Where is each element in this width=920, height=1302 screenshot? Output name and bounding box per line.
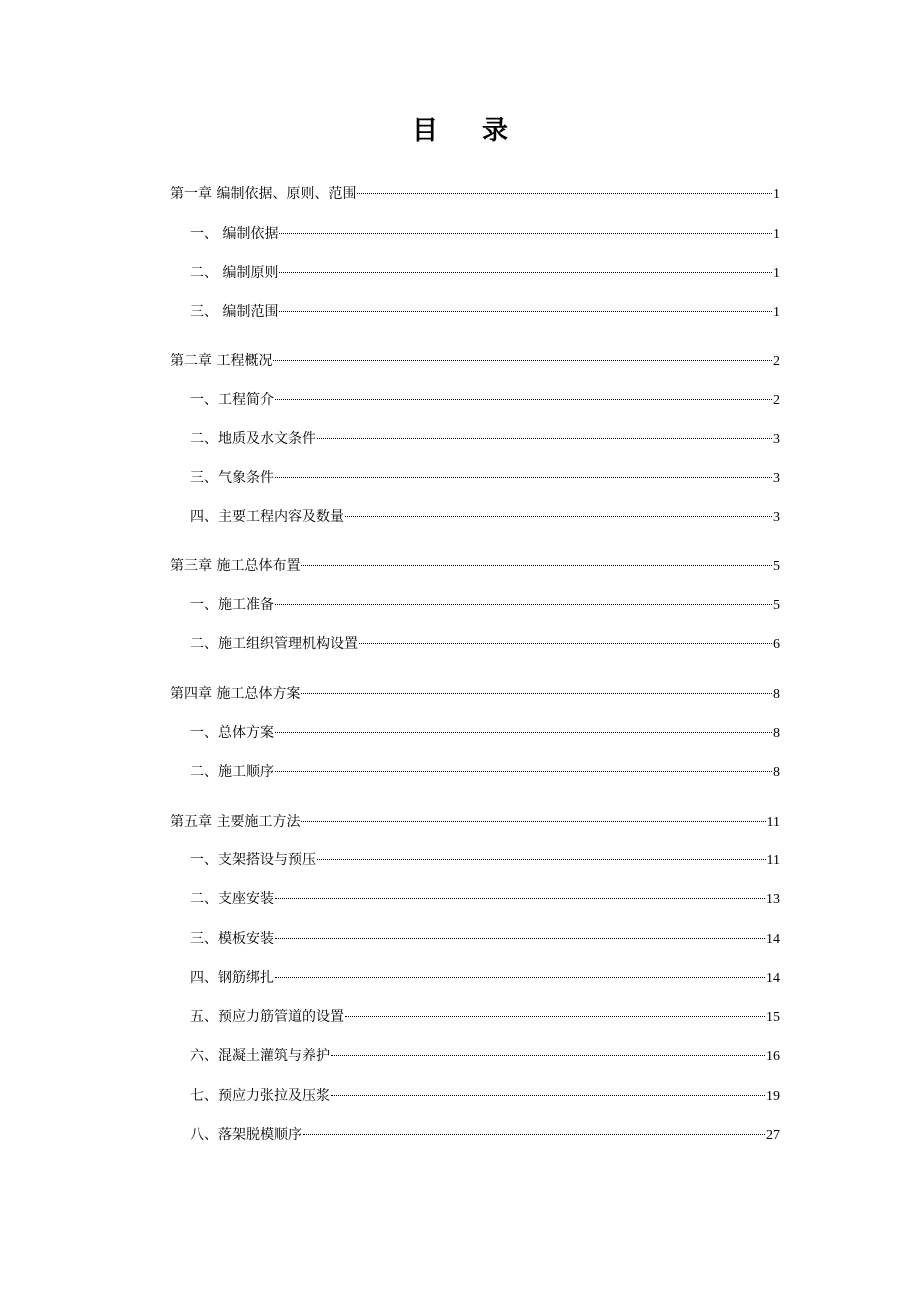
- toc-title-char-2: 录: [482, 116, 509, 146]
- toc-entry-section[interactable]: [190, 1046, 780, 1067]
- toc-page-number: 5: [773, 598, 780, 613]
- toc-page-number: 2: [773, 354, 780, 369]
- toc-page-number: 13: [766, 892, 780, 907]
- toc-entry-label: 二、施工组织管理机构设置: [190, 636, 358, 652]
- toc-page-number: 14: [766, 932, 780, 947]
- toc-page-number: 8: [773, 687, 780, 702]
- toc-page-number: 1: [773, 266, 780, 281]
- toc-entry-section[interactable]: [190, 507, 780, 528]
- toc-leader-dots: [275, 771, 772, 772]
- toc-entry-section[interactable]: [190, 263, 780, 284]
- toc-entry-label: 七、预应力张拉及压浆: [190, 1088, 330, 1104]
- toc-leader-dots: [301, 693, 772, 694]
- toc-entry-label: 三、模板安装: [190, 931, 274, 947]
- toc-page-number: 11: [766, 853, 780, 868]
- toc-entry-chapter-3[interactable]: [170, 556, 780, 577]
- toc-page-number: 15: [766, 1010, 780, 1025]
- toc-entry-label: 一、支架搭设与预压: [190, 852, 316, 868]
- toc-leader-dots: [317, 859, 766, 860]
- toc-entry-label: 第二章 工程概况: [170, 353, 273, 369]
- toc-entry-label: 二、施工顺序: [190, 764, 274, 780]
- toc-leader-dots: [279, 272, 772, 273]
- toc-page-number: 27: [766, 1128, 780, 1143]
- toc-leader-dots: [301, 565, 772, 566]
- toc-leader-dots: [275, 732, 772, 733]
- toc-leader-dots: [275, 938, 765, 939]
- toc-entry-section[interactable]: [190, 634, 780, 655]
- toc-entry-label: 第四章 施工总体方案: [170, 686, 301, 702]
- toc-entry-label: 一、工程简介: [190, 392, 274, 408]
- toc-entry-chapter-1[interactable]: [170, 184, 780, 205]
- toc-entry-section[interactable]: [190, 390, 780, 411]
- toc-entry-label: 一、 编制依据: [190, 226, 279, 242]
- toc-leader-dots: [345, 1016, 765, 1017]
- toc-entry-section[interactable]: [190, 1086, 780, 1107]
- toc-entry-label: 第三章 施工总体布置: [170, 558, 301, 574]
- toc-page-number: 19: [766, 1089, 780, 1104]
- toc-entry-label: 六、混凝土灌筑与养护: [190, 1048, 330, 1064]
- toc-page-number: 11: [766, 815, 780, 830]
- toc-page-number: 8: [773, 765, 780, 780]
- toc-entry-label: 三、 编制范围: [190, 304, 279, 320]
- toc-leader-dots: [317, 438, 772, 439]
- toc-entry-chapter-2[interactable]: [170, 351, 780, 372]
- toc-page-number: 1: [773, 227, 780, 242]
- toc-entry-label: 五、预应力筋管道的设置: [190, 1009, 344, 1025]
- toc-entry-section[interactable]: [190, 889, 780, 910]
- toc-entry-section[interactable]: [190, 224, 780, 245]
- toc-title-char-1: 目: [411, 116, 438, 146]
- toc-leader-dots: [275, 399, 772, 400]
- toc-entry-section[interactable]: [190, 929, 780, 950]
- toc-entry-label: 二、 编制原则: [190, 265, 279, 281]
- toc-page-number: 8: [773, 726, 780, 741]
- toc-title: [0, 110, 920, 147]
- toc-page-number: 1: [773, 305, 780, 320]
- toc-entry-chapter-5[interactable]: [170, 812, 780, 833]
- toc-entry-section[interactable]: [190, 302, 780, 323]
- toc-leader-dots: [275, 477, 772, 478]
- toc-entry-label: 第五章 主要施工方法: [170, 814, 301, 830]
- toc-entry-chapter-4[interactable]: [170, 684, 780, 705]
- toc-entry-section[interactable]: [190, 429, 780, 450]
- toc-leader-dots: [275, 977, 765, 978]
- toc-entry-label: 三、气象条件: [190, 470, 274, 486]
- toc-page-number: 16: [766, 1049, 780, 1064]
- toc-entry-section[interactable]: [190, 1007, 780, 1028]
- toc-leader-dots: [279, 311, 772, 312]
- toc-entry-section[interactable]: [190, 723, 780, 744]
- toc-entry-section[interactable]: [190, 1125, 780, 1146]
- toc-entry-label: 二、地质及水文条件: [190, 431, 316, 447]
- toc-entry-label: 第一章 编制依据、原则、范围: [170, 186, 357, 202]
- toc-leader-dots: [275, 898, 765, 899]
- toc-leader-dots: [279, 233, 772, 234]
- toc-entry-label: 一、施工准备: [190, 597, 274, 613]
- toc-entry-section[interactable]: [190, 850, 780, 871]
- toc-leader-dots: [359, 643, 772, 644]
- toc-entry-section[interactable]: [190, 968, 780, 989]
- toc-entry-label: 八、落架脱模顺序: [190, 1127, 302, 1143]
- toc-page-number: 3: [773, 432, 780, 447]
- toc-leader-dots: [301, 821, 765, 822]
- toc-page-number: 1: [773, 187, 780, 202]
- toc-leader-dots: [357, 193, 772, 194]
- toc-page-number: 3: [773, 471, 780, 486]
- toc-leader-dots: [303, 1134, 765, 1135]
- toc-entry-label: 一、总体方案: [190, 725, 274, 741]
- toc-entry-section[interactable]: [190, 468, 780, 489]
- toc-page-number: 2: [773, 393, 780, 408]
- toc-leader-dots: [331, 1095, 765, 1096]
- toc-leader-dots: [345, 516, 772, 517]
- toc-page-number: 14: [766, 971, 780, 986]
- toc-entry-section[interactable]: [190, 595, 780, 616]
- toc-leader-dots: [331, 1055, 765, 1056]
- toc-page-number: 3: [773, 510, 780, 525]
- toc-leader-dots: [275, 604, 772, 605]
- toc-entry-label: 二、支座安装: [190, 891, 274, 907]
- toc-entry-label: 四、主要工程内容及数量: [190, 509, 344, 525]
- toc-entry-label: 四、钢筋绑扎: [190, 970, 274, 986]
- toc-page-number: 5: [773, 559, 780, 574]
- toc-entry-section[interactable]: [190, 762, 780, 783]
- toc-page-number: 6: [773, 637, 780, 652]
- toc-leader-dots: [273, 360, 772, 361]
